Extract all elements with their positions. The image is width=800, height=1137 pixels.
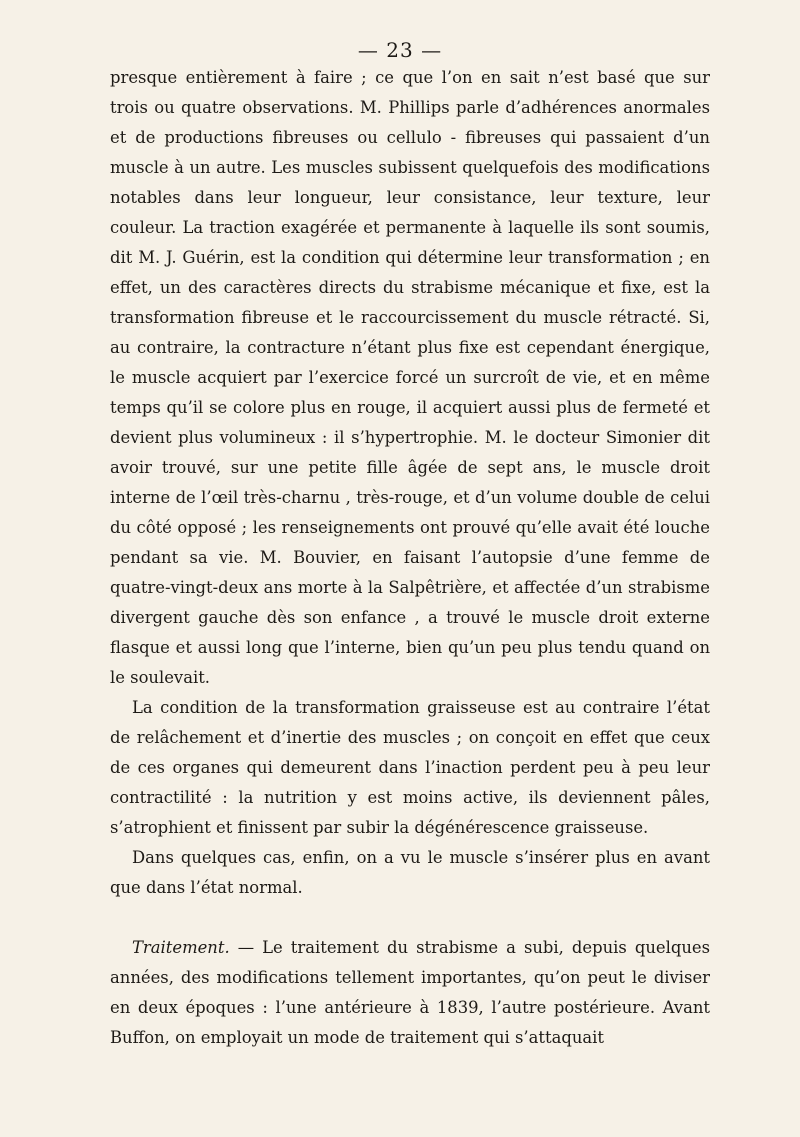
section-traitement <box>110 933 710 1053</box>
section-dash: — <box>229 938 263 957</box>
paragraph-2: La condition de la transformation graisseuse est au contraire l’état de relâchement et d’inertie des muscles ; on conçoit en effet que ceux de ces organes qui demeurent dans l’inaction perdent peu à peu leur contractilité : la nutrition y est moins active, ils deviennent pâles, s’atrophient et finissent par subir la dégénérescence graisseuse. <box>110 698 710 837</box>
section-gap <box>110 903 710 933</box>
paragraph-3: Dans quelques cas, enfin, on a vu le muscle s’insérer plus en avant que dans l’état normal. <box>110 848 710 897</box>
page-text <box>110 63 710 1053</box>
section-heading: Traitement. <box>132 938 230 957</box>
section-text: Le traitement du strabisme a subi, depuis quelques années, des modifications tellement importantes, qu’on peut le diviser en deux époques : l’une antérieure à 1839, l’autre postérieure. Avant Buffon, on employait un mode de traitement qui s’attaquait <box>110 938 710 1047</box>
page-number: — 23 — <box>357 38 443 62</box>
paragraph-1: presque entièrement à faire ; ce que l’on en sait n’est basé que sur trois ou quatre observations. M. Phillips parle d’adhérences anormales et de productions fibreuses ou cellulo - fibreuses qui passaient d’un muscle à un autre. Les muscles subissent quelquefois des modifications notables dans leur longueur, leur consistance, leur texture, leur couleur. La traction exagérée et permanente à laquelle ils sont soumis, dit M. J. Guérin, est la condition qui détermine leur transformation ; en effet, un des caractères directs du strabisme mécanique et fixe, est la transformation fibreuse et le raccourcissement du muscle rétracté. Si, au contraire, la contracture n’étant plus fixe est cependant énergique, le muscle acquiert par l’exercice forcé un surcroît de vie, et en même temps qu’il se colore plus en rouge, il acquiert aussi plus de fermeté et devient plus volumineux : il s’hypertrophie. M. le docteur Simonier dit avoir trouvé, sur une petite fille âgée de sept ans, le muscle droit interne de l’œil très-charnu , très-rouge, et d’un volume double de celui du côté opposé ; les renseignements ont prouvé qu’elle avait été louche pendant sa vie. M. Bouvier, en faisant l’autopsie d’une femme de quatre-vingt-deux ans morte à la Salpêtrière, et affectée d’un strabisme divergent gauche dès son enfance , a trouvé le muscle droit externe flasque et aussi long que l’interne, bien qu’un peu plus tendu quand on le soulevait. <box>110 68 710 687</box>
